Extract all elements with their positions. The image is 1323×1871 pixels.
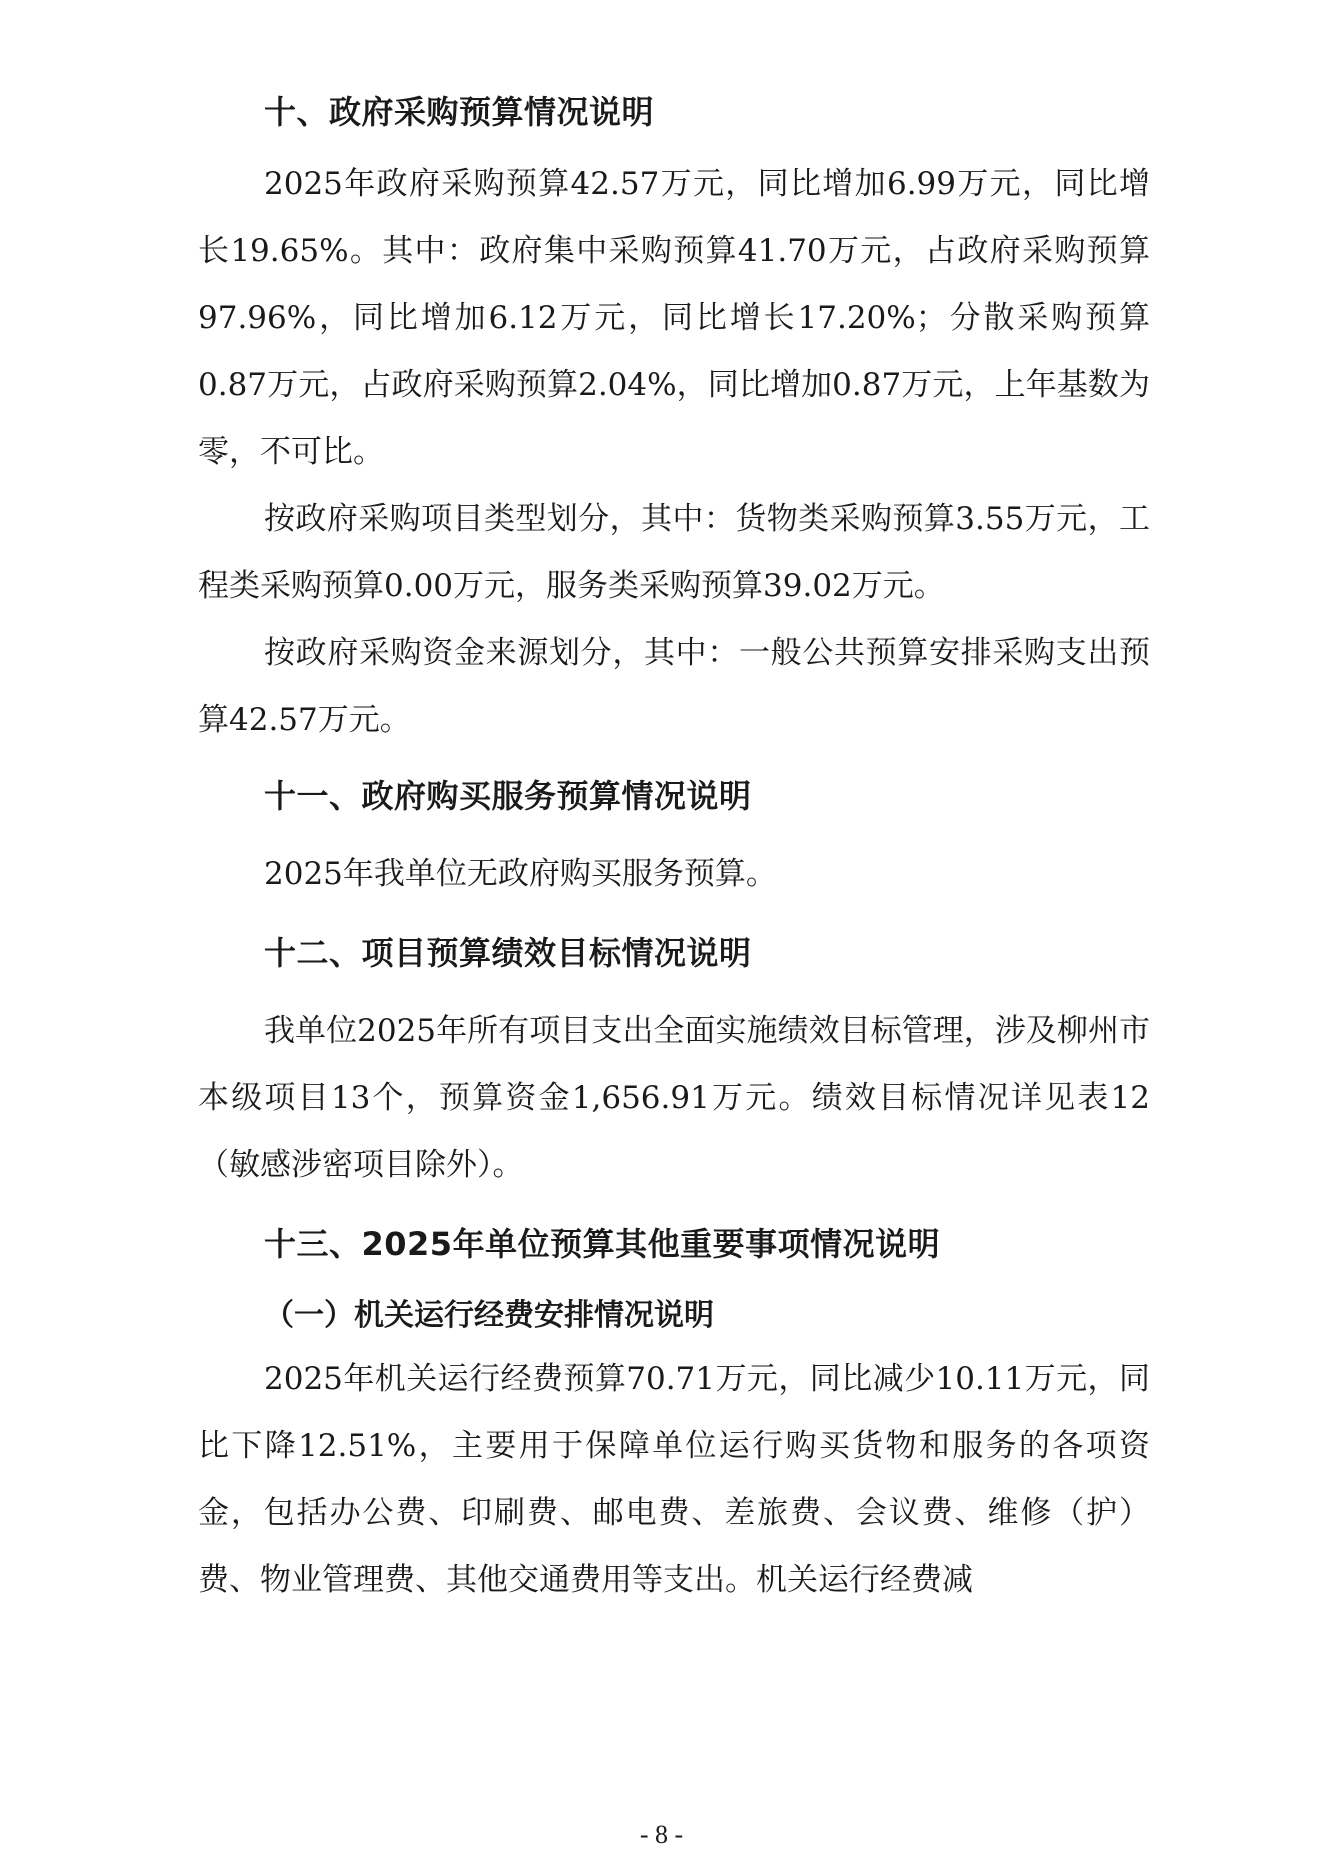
- document-page: [198, 88, 1150, 1614]
- section-12-paragraph-1: 我单位2025年所有项目支出全面实施绩效目标管理，涉及柳州市本级项目13个，预算资金1,656.91万元。绩效目标情况详见表12（敏感涉密项目除外）。: [198, 1013, 1150, 1183]
- section-10-paragraph-2: 按政府采购项目类型划分，其中：货物类采购预算3.55万元，工程类采购预算0.00万元，服务类采购预算39.02万元。: [198, 501, 1150, 604]
- section-10-paragraph-1: 2025年政府采购预算42.57万元，同比增加6.99万元，同比增长19.65%。其中：政府集中采购预算41.70万元，占政府采购预算97.96%，同比增加6.12万元，同比增长17.20%；分散采购预算0.87万元，占政府采购预算2.04%，同比增加0.87万元，上年基数为零，不可比。: [198, 166, 1150, 470]
- section-heading-13: 十三、2025年单位预算其他重要事项情况说明: [264, 1225, 941, 1263]
- page-number: - 8 -: [639, 1820, 684, 1849]
- section-13-1-paragraph-1: 2025年机关运行经费预算70.71万元，同比减少10.11万元，同比下降12.51%，主要用于保障单位运行购买货物和服务的各项资金，包括办公费、印刷费、邮电费、差旅费、会议费、维修（护）费、物业管理费、其他交通费用等支出。机关运行经费减: [198, 1361, 1150, 1598]
- section-10-paragraph-3: 按政府采购资金来源划分，其中：一般公共预算安排采购支出预算42.57万元。: [198, 635, 1150, 738]
- section-heading-11: 十一、政府购买服务预算情况说明: [264, 777, 752, 815]
- subsection-heading-13-1: （一）机关运行经费安排情况说明: [264, 1298, 714, 1333]
- section-heading-10: 十、政府采购预算情况说明: [264, 93, 655, 131]
- section-11-paragraph-1: 2025年我单位无政府购买服务预算。: [264, 856, 777, 892]
- section-heading-12: 十二、项目预算绩效目标情况说明: [264, 934, 752, 972]
